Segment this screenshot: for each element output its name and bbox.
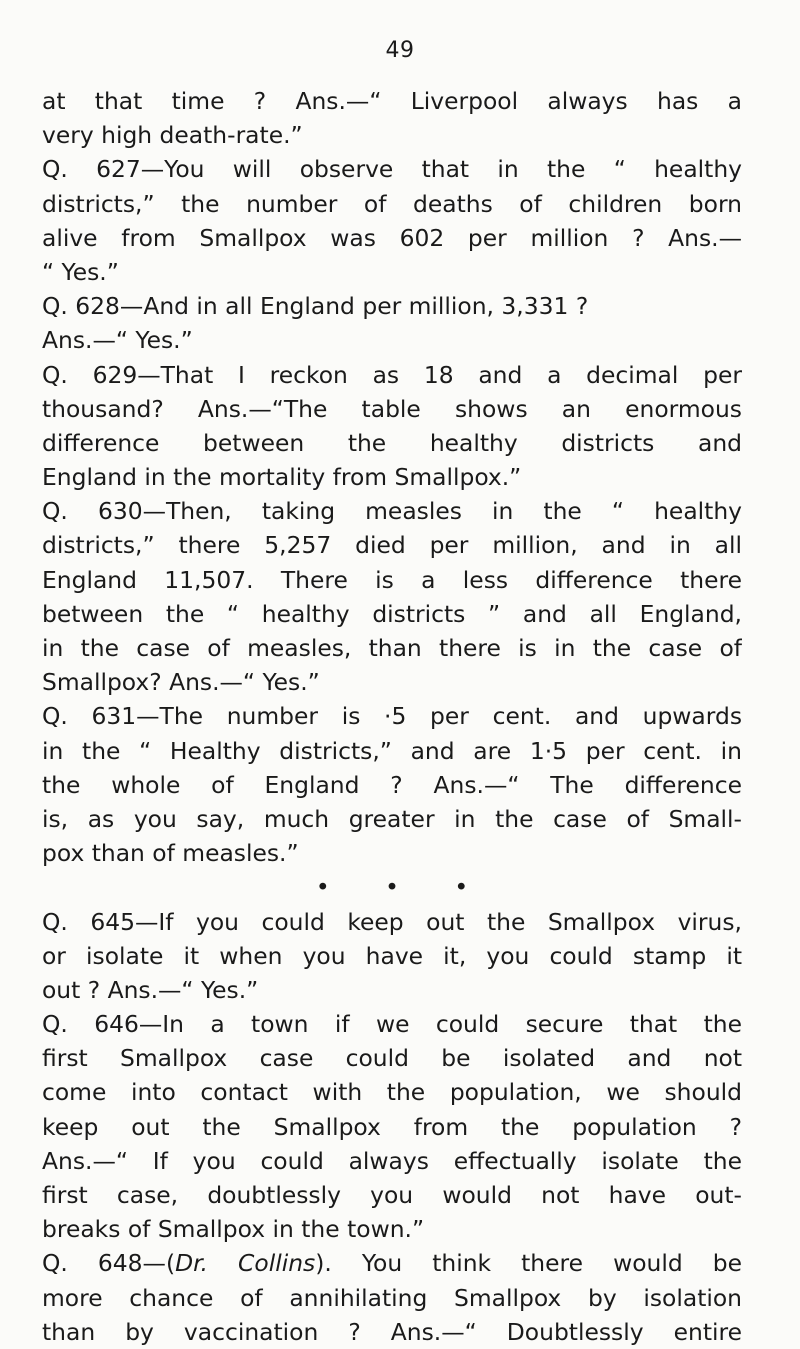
text-line: first Smallpox case could be isolated and not — [42, 1044, 742, 1073]
text-line: England 11,507. There is a less difference there — [42, 565, 742, 594]
text-line: thousand? Ans.—“The table shows an enormous — [42, 394, 742, 423]
page-number: 49 — [385, 38, 415, 63]
text-line: Ans.—“ Yes.” — [42, 326, 193, 355]
text-line: first case, doubtlessly you would not have out- — [42, 1181, 742, 1209]
text-line: alive from Smallpox was 602 per million ? Ans.— — [42, 223, 742, 252]
text-line: very high death-rate.” — [42, 121, 303, 150]
text-line: Q. 648—(Dr. Collins). You think there would be — [42, 1249, 742, 1278]
text-line: difference between the healthy districts and — [42, 428, 742, 457]
text-line: “ Yes.” — [42, 257, 119, 286]
text-line: keep out the Smallpox from the population ? — [42, 1112, 742, 1141]
section-break-dots: • • • — [315, 873, 469, 902]
text-line: breaks of Smallpox in the town.” — [42, 1215, 425, 1244]
text-line: come into contact with the population, we should — [42, 1078, 742, 1107]
text-line: out ? Ans.—“ Yes.” — [42, 975, 259, 1004]
text-line: more chance of annihilating Smallpox by isolation — [42, 1283, 742, 1312]
text-line: between the “ healthy districts ” and all England, — [42, 599, 742, 628]
text-line: Q. 646—In a town if we could secure that the — [42, 1010, 742, 1039]
text-line: districts,” the number of deaths of children born — [42, 189, 742, 218]
text-line: at that time ? Ans.—“ Liverpool always has a — [42, 87, 742, 115]
text-line: Q. 627—You will observe that in the “ healthy — [42, 155, 742, 184]
text-line: or isolate it when you have it, you could stamp it — [42, 941, 742, 970]
text-line: in the “ Healthy districts,” and are 1·5 per cent. in — [42, 736, 742, 765]
text-line: Q. 630—Then, taking measles in the “ healthy — [42, 497, 742, 526]
text-line: Smallpox? Ans.—“ Yes.” — [42, 668, 320, 697]
text-line: Q. 629—That I reckon as 18 and a decimal per — [42, 360, 742, 389]
text-line: Ans.—“ If you could always effectually isolate the — [42, 1146, 742, 1175]
text-line: the whole of England ? Ans.—“ The difference — [42, 770, 742, 799]
text-line: Q. 628—And in all England per million, 3,331 ? — [42, 292, 589, 321]
text-line: England in the mortality from Smallpox.” — [42, 463, 522, 492]
text-line: in the case of measles, than there is in the case of — [42, 634, 742, 662]
text-line: than by vaccination ? Ans.—“ Doubtlessly entire — [42, 1317, 742, 1346]
text-line: Q. 631—The number is ·5 per cent. and upwards — [42, 702, 742, 731]
body-text — [42, 84, 742, 1349]
text-line: Q. 645—If you could keep out the Smallpox virus, — [42, 907, 742, 936]
text-line: pox than of measles.” — [42, 839, 299, 868]
text-line: is, as you say, much greater in the case of Small- — [42, 804, 742, 833]
text-line: districts,” there 5,257 died per million, and in all — [42, 531, 742, 560]
